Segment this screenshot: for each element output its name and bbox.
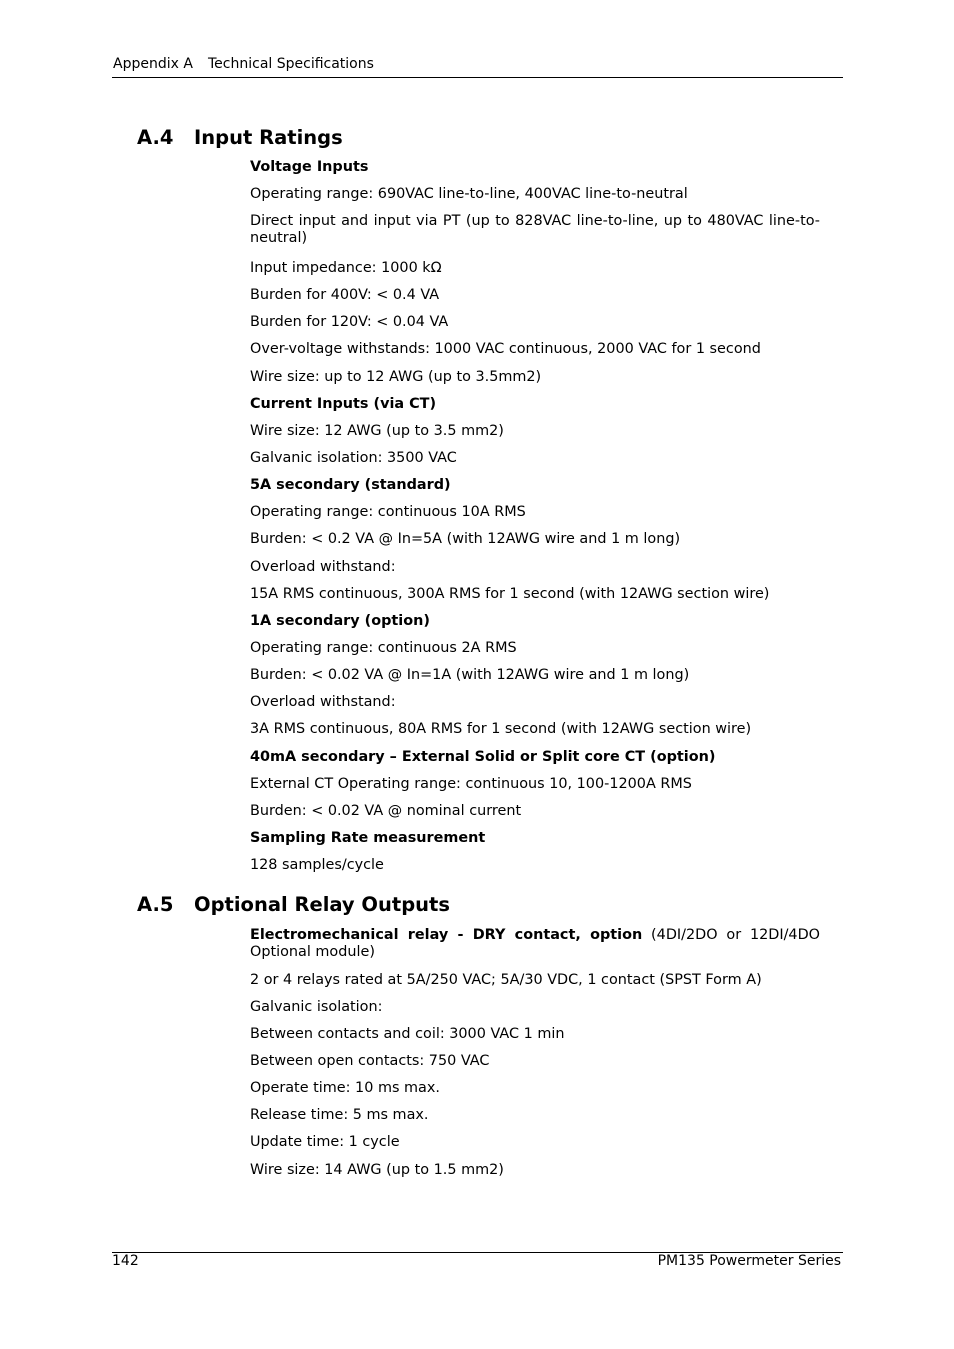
relay-heading-bold: Electromechanical relay - DRY contact, option (250, 927, 643, 943)
spec-line: Between contacts and coil: 3000 VAC 1 min (250, 1026, 565, 1042)
spec-line: 15A RMS continuous, 300A RMS for 1 second (with 12AWG section wire) (250, 586, 770, 602)
spec-line: External CT Operating range: continuous 10, 100-1200A RMS (250, 776, 692, 792)
spec-line: Burden for 120V: < 0.04 VA (250, 314, 449, 330)
spec-line: Galvanic isolation: 3500 VAC (250, 450, 457, 466)
subheading-sampling-rate: Sampling Rate measurement (250, 830, 486, 846)
subheading-current-inputs: Current Inputs (via CT) (250, 396, 437, 412)
spec-line: Wire size: 12 AWG (up to 3.5 mm2) (250, 423, 504, 439)
header-title: Technical Specifications (208, 56, 374, 72)
spec-line: Overload withstand: (250, 694, 396, 710)
subheading-40ma-secondary: 40mA secondary – External Solid or Split core CT (option) (250, 749, 716, 765)
relay-heading-rest: (4DI/2DO or 12DI/4DO Optional module) (250, 927, 820, 960)
header-appendix: Appendix A (113, 56, 193, 72)
spec-line: 128 samples/cycle (250, 857, 384, 873)
footer-product: PM135 Powermeter Series (657, 1253, 841, 1269)
subheading-5a-secondary: 5A secondary (standard) (250, 477, 451, 493)
spec-line: Wire size: up to 12 AWG (up to 3.5mm2) (250, 369, 542, 385)
spec-line: Release time: 5 ms max. (250, 1107, 429, 1123)
spec-line: Operating range: 690VAC line-to-line, 400VAC line-to-neutral (250, 186, 688, 202)
spec-line: Input impedance: 1000 kΩ (250, 260, 442, 276)
page-number: 142 (112, 1253, 139, 1269)
subheading-1a-secondary: 1A secondary (option) (250, 613, 430, 629)
section-title: Optional Relay Outputs (194, 893, 450, 916)
spec-line: Operate time: 10 ms max. (250, 1080, 440, 1096)
spec-line: 3A RMS continuous, 80A RMS for 1 second (with 12AWG section wire) (250, 721, 752, 737)
spec-line: Burden for 400V: < 0.4 VA (250, 287, 440, 303)
spec-line: Direct input and input via PT (up to 828VAC line-to-line, up to 480VAC line-to-neutral) (250, 213, 820, 246)
subheading-voltage-inputs: Voltage Inputs (250, 159, 369, 175)
spec-line: Wire size: 14 AWG (up to 1.5 mm2) (250, 1162, 504, 1178)
section-heading-a4 (137, 126, 343, 149)
spec-line: Overload withstand: (250, 559, 396, 575)
spec-line: 2 or 4 relays rated at 5A/250 VAC; 5A/30 VDC, 1 contact (SPST Form A) (250, 972, 762, 988)
spec-line: Operating range: continuous 2A RMS (250, 640, 517, 656)
spec-line: Burden: < 0.02 VA @ nominal current (250, 803, 522, 819)
spec-line: Update time: 1 cycle (250, 1134, 400, 1150)
spec-line: Between open contacts: 750 VAC (250, 1053, 490, 1069)
section-number: A.5 (137, 893, 174, 916)
section-number: A.4 (137, 126, 174, 149)
spec-line: Operating range: continuous 10A RMS (250, 504, 526, 520)
spec-line: Galvanic isolation: (250, 999, 383, 1015)
relay-heading (250, 927, 820, 961)
spec-line: Burden: < 0.2 VA @ In=5A (with 12AWG wire and 1 m long) (250, 531, 681, 547)
page-header (112, 55, 843, 78)
section-title: Input Ratings (194, 126, 343, 149)
section-heading-a5 (137, 893, 450, 916)
spec-line: Over-voltage withstands: 1000 VAC continuous, 2000 VAC for 1 second (250, 341, 761, 357)
spec-line: Burden: < 0.02 VA @ In=1A (with 12AWG wire and 1 m long) (250, 667, 690, 683)
